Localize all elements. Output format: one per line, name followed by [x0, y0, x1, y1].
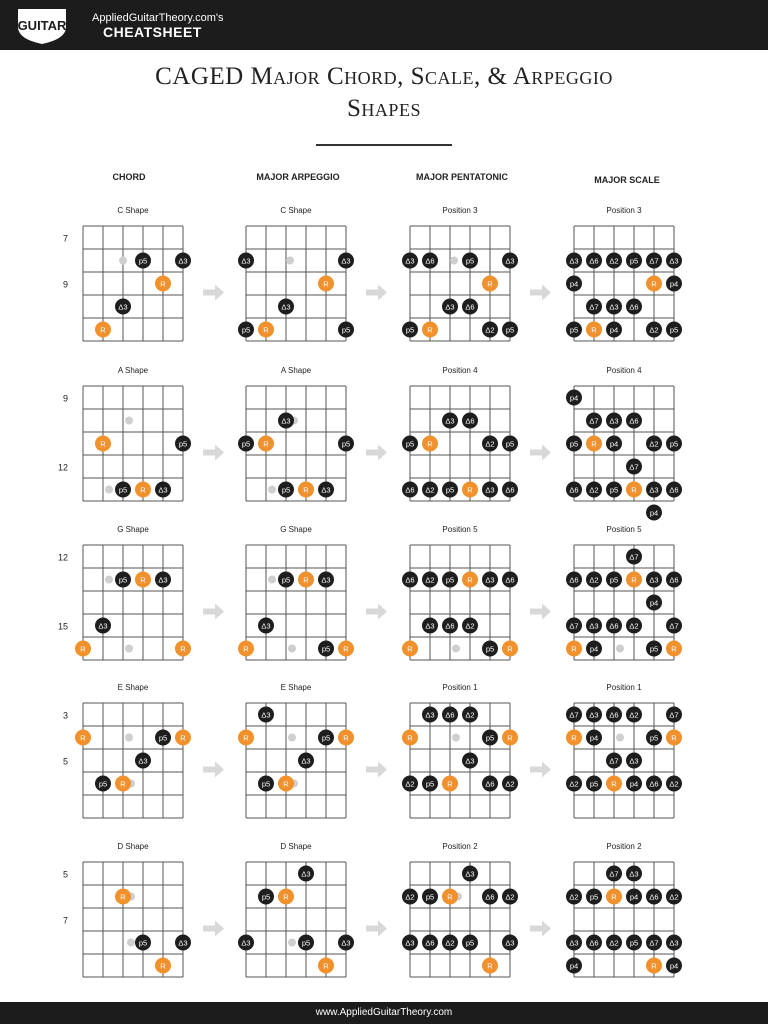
diagram-label: Position 3	[442, 206, 478, 215]
note-label: Δ2	[649, 325, 659, 335]
note-label: Δ7	[629, 552, 639, 562]
note-label: p5	[629, 256, 639, 266]
note-label: Δ6	[609, 621, 619, 631]
note-label: Δ3	[425, 710, 435, 720]
fret-number: 5	[62, 756, 68, 767]
arrow-right-icon	[530, 604, 551, 620]
ghost-dot	[452, 734, 460, 742]
note-label: p4	[609, 439, 619, 449]
note-label: Δ2	[405, 779, 415, 789]
note-label: Δ3	[281, 416, 291, 426]
diagram-label: E Shape	[280, 683, 312, 692]
ghost-dot	[125, 417, 133, 425]
note-label: Δ3	[341, 256, 351, 266]
note-label: p5	[485, 733, 495, 743]
note-label: R	[80, 733, 86, 743]
note-label: Δ6	[405, 575, 415, 585]
note-label: Δ6	[649, 892, 659, 902]
diagram-label: Position 1	[442, 683, 478, 692]
note-label: p5	[505, 439, 515, 449]
note-label: p5	[281, 485, 291, 495]
ghost-dot	[616, 645, 624, 653]
ghost-dot	[288, 734, 296, 742]
note-label: R	[283, 892, 289, 902]
ghost-dot	[125, 734, 133, 742]
note-label: p5	[629, 938, 639, 948]
diagram-label: C Shape	[280, 206, 312, 215]
note-label: p5	[569, 325, 579, 335]
logo-text: GUITAR	[17, 18, 67, 33]
note-label: R	[467, 485, 473, 495]
note-label: Δ2	[569, 892, 579, 902]
diagram-label: Position 4	[606, 366, 642, 375]
note-label: Δ2	[465, 621, 475, 631]
note-label: p5	[485, 644, 495, 654]
ghost-dot	[268, 576, 276, 584]
note-label: p5	[425, 892, 435, 902]
column-header-scale: MAJOR SCALE	[594, 175, 660, 185]
note-label: Δ2	[669, 779, 679, 789]
note-label: p5	[321, 733, 331, 743]
note-label: p5	[465, 938, 475, 948]
fret-number: 5	[62, 869, 68, 880]
note-label: Δ2	[505, 779, 515, 789]
note-label: p5	[241, 439, 251, 449]
note-label: Δ6	[649, 779, 659, 789]
column-header-chord: CHORD	[112, 172, 146, 182]
note-label: Δ3	[445, 416, 455, 426]
note-label: Δ6	[569, 575, 579, 585]
note-label: Δ6	[629, 302, 639, 312]
note-label: R	[467, 575, 473, 585]
arrow-right-icon	[530, 445, 551, 461]
note-label: R	[303, 575, 309, 585]
fret-number: 12	[57, 462, 68, 473]
note-label: p5	[589, 892, 599, 902]
ghost-dot	[286, 257, 294, 265]
note-label: R	[631, 575, 637, 585]
note-label: Δ2	[589, 575, 599, 585]
note-label: p5	[569, 439, 579, 449]
ghost-dot	[105, 576, 113, 584]
note-label: R	[487, 279, 493, 289]
note-label: R	[571, 733, 577, 743]
fret-number: 12	[57, 552, 68, 563]
note-label: Δ2	[629, 621, 639, 631]
note-label: Δ6	[505, 485, 515, 495]
note-label: p4	[569, 393, 579, 403]
diagram-label: G Shape	[280, 525, 312, 534]
ghost-dot	[288, 939, 296, 947]
page-title-line1: CAGED Major Chord, Scale, & Arpeggio	[155, 63, 613, 90]
diagram-label: A Shape	[280, 366, 312, 375]
note-label: R	[427, 439, 433, 449]
note-label: Δ3	[98, 621, 108, 631]
note-label: Δ3	[178, 938, 188, 948]
note-label: R	[140, 485, 146, 495]
note-label: Δ2	[445, 938, 455, 948]
ghost-dot	[452, 645, 460, 653]
note-label: p4	[669, 961, 679, 971]
note-label: p5	[589, 779, 599, 789]
note-label: R	[407, 733, 413, 743]
ghost-dot	[119, 257, 127, 265]
footer-bar	[0, 1002, 768, 1024]
note-label: Δ3	[649, 485, 659, 495]
ghost-dot	[125, 645, 133, 653]
note-label: Δ3	[301, 756, 311, 766]
note-label: p5	[465, 256, 475, 266]
arrow-right-icon	[366, 285, 387, 301]
ghost-dot	[268, 486, 276, 494]
note-label: R	[407, 644, 413, 654]
note-label: Δ6	[485, 779, 495, 789]
note-label: Δ6	[425, 938, 435, 948]
note-label: R	[180, 733, 186, 743]
note-label: R	[671, 644, 677, 654]
note-label: Δ3	[669, 256, 679, 266]
diagram-label: A Shape	[117, 366, 149, 375]
note-label: R	[651, 279, 657, 289]
note-label: Δ7	[629, 462, 639, 472]
note-label: R	[651, 961, 657, 971]
note-label: p5	[341, 325, 351, 335]
note-label: Δ3	[138, 756, 148, 766]
note-label: Δ3	[589, 621, 599, 631]
note-label: Δ2	[589, 485, 599, 495]
note-label: Δ3	[445, 302, 455, 312]
note-label: p5	[178, 439, 188, 449]
note-label: Δ3	[669, 938, 679, 948]
note-label: Δ3	[321, 575, 331, 585]
note-label: p5	[241, 325, 251, 335]
note-label: R	[120, 892, 126, 902]
note-label: Δ6	[485, 892, 495, 902]
note-label: p5	[158, 733, 168, 743]
column-header-arpeggio: MAJOR ARPEGGIO	[256, 172, 340, 182]
note-label: p4	[589, 733, 599, 743]
note-label: Δ7	[569, 621, 579, 631]
note-label: Δ2	[649, 439, 659, 449]
note-label: Δ2	[569, 779, 579, 789]
note-label: Δ7	[649, 938, 659, 948]
ghost-dot	[127, 939, 135, 947]
note-label: Δ3	[241, 938, 251, 948]
note-label: p4	[569, 279, 579, 289]
note-label: Δ6	[669, 485, 679, 495]
note-label: R	[160, 961, 166, 971]
note-label: Δ3	[241, 256, 251, 266]
note-label: p5	[261, 779, 271, 789]
note-label: p5	[649, 733, 659, 743]
fret-number: 7	[62, 915, 68, 926]
ghost-dot	[616, 734, 624, 742]
note-label: R	[80, 644, 86, 654]
note-label: p4	[609, 325, 619, 335]
note-label: p5	[405, 439, 415, 449]
note-label: p5	[505, 325, 515, 335]
diagram-label: D Shape	[117, 842, 149, 851]
diagram-label: Position 2	[606, 842, 642, 851]
note-label: Δ6	[609, 710, 619, 720]
fret-number: 9	[62, 393, 68, 404]
note-label: Δ3	[609, 302, 619, 312]
note-label: Δ7	[669, 621, 679, 631]
note-label: Δ6	[445, 621, 455, 631]
note-label: Δ2	[465, 710, 475, 720]
note-label: Δ3	[118, 302, 128, 312]
fret-number: 15	[57, 621, 68, 632]
note-label: p5	[445, 485, 455, 495]
diagram-label: Position 5	[606, 525, 642, 534]
note-label: Δ3	[569, 938, 579, 948]
note-label: Δ3	[158, 575, 168, 585]
note-label: Δ2	[609, 938, 619, 948]
note-label: p5	[98, 779, 108, 789]
note-label: Δ3	[505, 256, 515, 266]
note-label: Δ3	[589, 710, 599, 720]
note-label: Δ3	[301, 869, 311, 879]
note-label: R	[100, 325, 106, 335]
note-label: Δ3	[609, 416, 619, 426]
note-label: p5	[649, 644, 659, 654]
note-label: R	[140, 575, 146, 585]
note-label: Δ7	[649, 256, 659, 266]
fret-number: 7	[62, 233, 68, 244]
note-label: Δ3	[281, 302, 291, 312]
note-label: Δ6	[465, 416, 475, 426]
note-label: Δ3	[425, 621, 435, 631]
arrow-right-icon	[366, 604, 387, 620]
note-label: R	[447, 892, 453, 902]
note-label: R	[243, 644, 249, 654]
note-label: p4	[629, 892, 639, 902]
note-label: p5	[445, 575, 455, 585]
note-label: R	[671, 733, 677, 743]
note-label: R	[631, 485, 637, 495]
note-label: Δ7	[669, 710, 679, 720]
arrow-right-icon	[203, 285, 224, 301]
note-label: Δ2	[505, 892, 515, 902]
note-label: R	[323, 961, 329, 971]
note-label: R	[571, 644, 577, 654]
arrow-right-icon	[203, 604, 224, 620]
note-label: p5	[301, 938, 311, 948]
ghost-dot	[288, 645, 296, 653]
note-label: R	[507, 733, 513, 743]
note-label: Δ3	[485, 485, 495, 495]
note-label: Δ2	[629, 710, 639, 720]
note-label: p4	[669, 279, 679, 289]
note-label: Δ6	[445, 710, 455, 720]
note-label: p4	[589, 644, 599, 654]
note-label: Δ3	[629, 756, 639, 766]
fret-number: 3	[62, 710, 68, 721]
note-label: p5	[261, 892, 271, 902]
note-label: Δ3	[261, 621, 271, 631]
diagram-label: G Shape	[117, 525, 149, 534]
arrow-right-icon	[203, 921, 224, 937]
column-header-pentatonic: MAJOR PENTATONIC	[415, 172, 508, 182]
diagram-label: D Shape	[280, 842, 312, 851]
note-label: R	[160, 279, 166, 289]
note-label: p5	[425, 779, 435, 789]
note-label: p5	[138, 938, 148, 948]
note-label: R	[303, 485, 309, 495]
note-label: p5	[669, 439, 679, 449]
note-label: p5	[341, 439, 351, 449]
ghost-dot	[450, 257, 458, 265]
footer-url[interactable]: www.AppliedGuitarTheory.com	[315, 1007, 453, 1018]
note-label: R	[591, 325, 597, 335]
note-label: Δ7	[609, 869, 619, 879]
note-label: p4	[629, 779, 639, 789]
note-label: Δ3	[629, 869, 639, 879]
diagram-label: C Shape	[117, 206, 149, 215]
note-label: R	[611, 779, 617, 789]
note-label: R	[611, 892, 617, 902]
note-label: Δ7	[589, 416, 599, 426]
note-label: R	[180, 644, 186, 654]
note-label: R	[263, 325, 269, 335]
arrow-right-icon	[366, 921, 387, 937]
note-label: Δ3	[158, 485, 168, 495]
note-label: R	[507, 644, 513, 654]
note-label: R	[243, 733, 249, 743]
arrow-right-icon	[366, 762, 387, 778]
arrow-right-icon	[530, 285, 551, 301]
note-label: p5	[321, 644, 331, 654]
note-label: Δ6	[629, 416, 639, 426]
note-label: R	[323, 279, 329, 289]
diagram-label: E Shape	[117, 683, 149, 692]
note-label: Δ2	[405, 892, 415, 902]
note-label: Δ6	[569, 485, 579, 495]
note-label: R	[263, 439, 269, 449]
note-label: R	[447, 779, 453, 789]
diagram-label: Position 2	[442, 842, 478, 851]
note-label: p5	[118, 575, 128, 585]
note-label: p5	[281, 575, 291, 585]
note-label: Δ6	[465, 302, 475, 312]
arrow-right-icon	[203, 762, 224, 778]
note-label: Δ3	[465, 756, 475, 766]
note-label: R	[283, 779, 289, 789]
note-label: p4	[649, 508, 659, 518]
note-label: Δ2	[485, 325, 495, 335]
note-label: p5	[405, 325, 415, 335]
page-title-line2: Shapes	[347, 95, 421, 122]
note-label: R	[100, 439, 106, 449]
note-label: p5	[118, 485, 128, 495]
note-label: Δ3	[341, 938, 351, 948]
note-label: R	[591, 439, 597, 449]
diagram-label: Position 4	[442, 366, 478, 375]
note-label: p4	[569, 961, 579, 971]
note-label: R	[343, 644, 349, 654]
note-label: R	[427, 325, 433, 335]
arrow-right-icon	[203, 445, 224, 461]
note-label: Δ2	[425, 485, 435, 495]
note-label: Δ3	[465, 869, 475, 879]
note-label: Δ3	[649, 575, 659, 585]
note-label: p5	[138, 256, 148, 266]
note-label: Δ6	[505, 575, 515, 585]
note-label: R	[343, 733, 349, 743]
diagram-label: Position 5	[442, 525, 478, 534]
note-label: Δ6	[669, 575, 679, 585]
brand-subtitle: CHEATSHEET	[103, 24, 202, 40]
note-label: Δ3	[178, 256, 188, 266]
note-label: Δ3	[569, 256, 579, 266]
note-label: p5	[669, 325, 679, 335]
note-label: Δ7	[589, 302, 599, 312]
note-label: Δ3	[485, 575, 495, 585]
note-label: Δ7	[609, 756, 619, 766]
arrow-right-icon	[366, 445, 387, 461]
note-label: R	[487, 961, 493, 971]
note-label: Δ6	[589, 256, 599, 266]
diagram-label: Position 1	[606, 683, 642, 692]
note-label: Δ2	[669, 892, 679, 902]
note-label: Δ3	[405, 256, 415, 266]
note-label: Δ3	[321, 485, 331, 495]
note-label: Δ2	[425, 575, 435, 585]
note-label: Δ2	[609, 256, 619, 266]
note-label: Δ6	[589, 938, 599, 948]
arrow-right-icon	[530, 762, 551, 778]
ghost-dot	[105, 486, 113, 494]
note-label: p5	[609, 485, 619, 495]
note-label: Δ7	[569, 710, 579, 720]
note-label: Δ3	[261, 710, 271, 720]
note-label: Δ2	[485, 439, 495, 449]
note-label: Δ3	[405, 938, 415, 948]
fret-number: 9	[62, 279, 68, 290]
brand-line: AppliedGuitarTheory.com's	[92, 12, 224, 24]
note-label: p4	[649, 598, 659, 608]
note-label: Δ6	[405, 485, 415, 495]
note-label: Δ6	[425, 256, 435, 266]
note-label: R	[120, 779, 126, 789]
diagram-label: Position 3	[606, 206, 642, 215]
note-label: p5	[609, 575, 619, 585]
arrow-right-icon	[530, 921, 551, 937]
note-label: Δ3	[505, 938, 515, 948]
